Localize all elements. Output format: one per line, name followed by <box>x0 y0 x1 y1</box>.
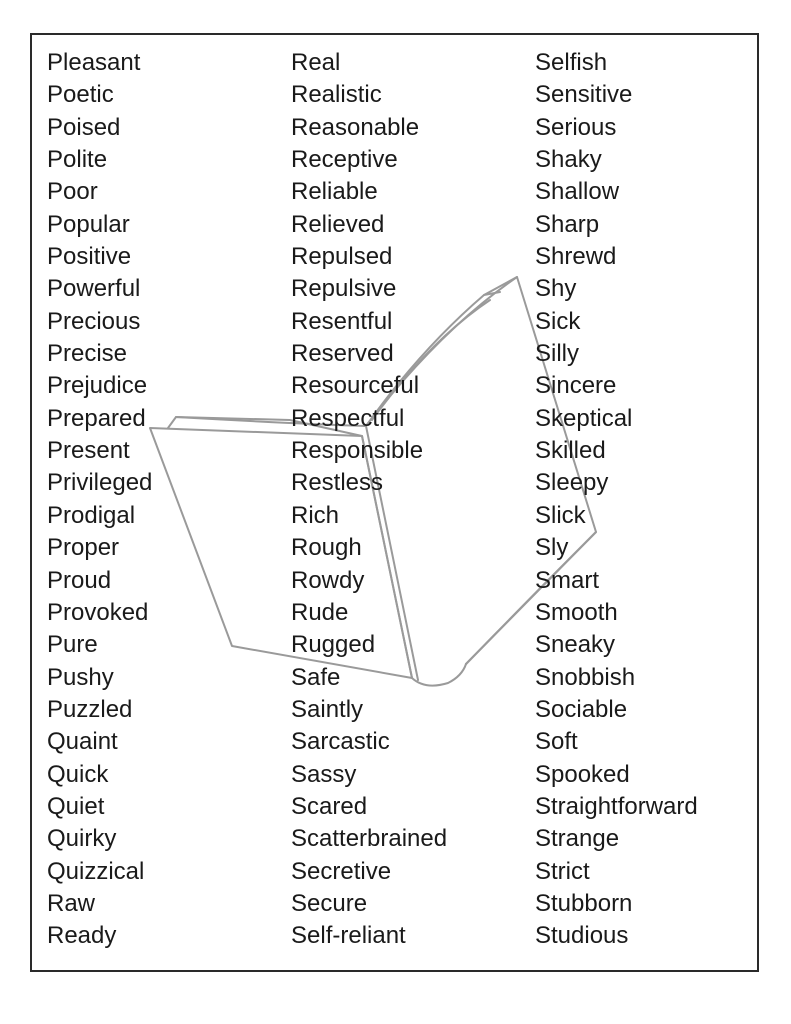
word-item: Skilled <box>535 437 606 465</box>
word-item: Rich <box>291 501 340 529</box>
word-item: Prodigal <box>47 501 136 529</box>
word-item: Sociable <box>535 695 628 723</box>
word-item: Straightforward <box>535 792 698 820</box>
word-item: Quaint <box>47 728 118 756</box>
word-item: Scared <box>291 792 368 820</box>
word-item: Quizzical <box>47 857 145 885</box>
word-item: Sick <box>535 307 581 335</box>
word-column-1 <box>47 47 152 953</box>
word-item: Popular <box>47 210 130 238</box>
word-item: Shallow <box>535 178 620 206</box>
word-item: Precise <box>47 340 128 368</box>
word-column-3 <box>535 47 698 953</box>
word-item: Skeptical <box>535 404 633 432</box>
word-item: Present <box>47 437 130 465</box>
word-item: Rude <box>291 598 349 626</box>
word-item: Safe <box>291 663 341 691</box>
word-item: Sincere <box>535 372 617 400</box>
word-item: Saintly <box>291 695 364 723</box>
word-item: Prejudice <box>47 372 148 400</box>
word-item: Restless <box>291 469 384 497</box>
word-item: Reserved <box>291 340 394 368</box>
word-item: Repulsive <box>291 275 397 303</box>
word-item: Repulsed <box>291 243 393 271</box>
word-item: Shrewd <box>535 243 617 271</box>
word-item: Raw <box>47 889 96 917</box>
word-item: Relieved <box>291 210 385 238</box>
word-item: Secure <box>291 889 368 917</box>
word-item: Quick <box>47 760 109 788</box>
word-item: Snobbish <box>535 663 636 691</box>
word-item: Shy <box>535 275 577 303</box>
word-item: Positive <box>47 243 132 271</box>
word-item: Pleasant <box>47 49 141 76</box>
word-item: Puzzled <box>47 695 133 723</box>
word-item: Serious <box>535 113 617 141</box>
word-item: Respectful <box>291 404 405 432</box>
word-item: Secretive <box>291 857 392 885</box>
word-item: Poised <box>47 113 121 141</box>
word-item: Real <box>291 49 341 76</box>
word-item: Privileged <box>47 469 153 497</box>
word-item: Soft <box>535 728 578 756</box>
word-item: Reasonable <box>291 113 420 141</box>
word-item: Sassy <box>291 760 357 788</box>
word-item: Stubborn <box>535 889 633 917</box>
word-item: Poetic <box>47 81 114 109</box>
word-item: Quiet <box>47 792 105 820</box>
word-item: Pushy <box>47 663 114 691</box>
word-item: Sneaky <box>535 631 616 659</box>
word-item: Polite <box>47 146 108 174</box>
word-item: Sensitive <box>535 81 633 109</box>
word-item: Strict <box>535 857 590 885</box>
word-item: Realistic <box>291 81 382 109</box>
word-item: Rowdy <box>291 566 365 594</box>
word-item: Quirky <box>47 825 117 853</box>
word-item: Rugged <box>291 631 376 659</box>
word-item: Resentful <box>291 307 393 335</box>
word-item: Receptive <box>291 146 398 174</box>
word-item: Scatterbrained <box>291 825 448 853</box>
word-item: Smart <box>535 566 600 594</box>
word-item: Slick <box>535 501 586 529</box>
word-item: Sharp <box>535 210 600 238</box>
word-item: Strange <box>535 825 620 853</box>
word-item: Sarcastic <box>291 728 390 756</box>
word-item: Provoked <box>47 598 149 626</box>
word-item: Spooked <box>535 760 630 788</box>
word-item: Prepared <box>47 404 146 432</box>
word-item: Reliable <box>291 178 378 206</box>
word-item: Shaky <box>535 146 602 174</box>
word-item: Resourceful <box>291 372 420 400</box>
word-item: Selfish <box>535 49 608 76</box>
word-item: Precious <box>47 307 141 335</box>
word-column-2 <box>291 47 447 953</box>
word-item: Studious <box>535 922 629 950</box>
word-item: Sleepy <box>535 469 609 497</box>
word-item: Poor <box>47 178 98 206</box>
word-item: Rough <box>291 534 362 562</box>
word-item: Sly <box>535 534 569 562</box>
word-item: Pure <box>47 631 98 659</box>
word-item: Silly <box>535 340 580 368</box>
word-item: Responsible <box>291 437 424 465</box>
word-item: Self-reliant <box>291 922 406 950</box>
word-item: Ready <box>47 922 117 950</box>
word-item: Powerful <box>47 275 141 303</box>
word-item: Proud <box>47 566 112 594</box>
word-item: Proper <box>47 534 120 562</box>
word-item: Smooth <box>535 598 618 626</box>
